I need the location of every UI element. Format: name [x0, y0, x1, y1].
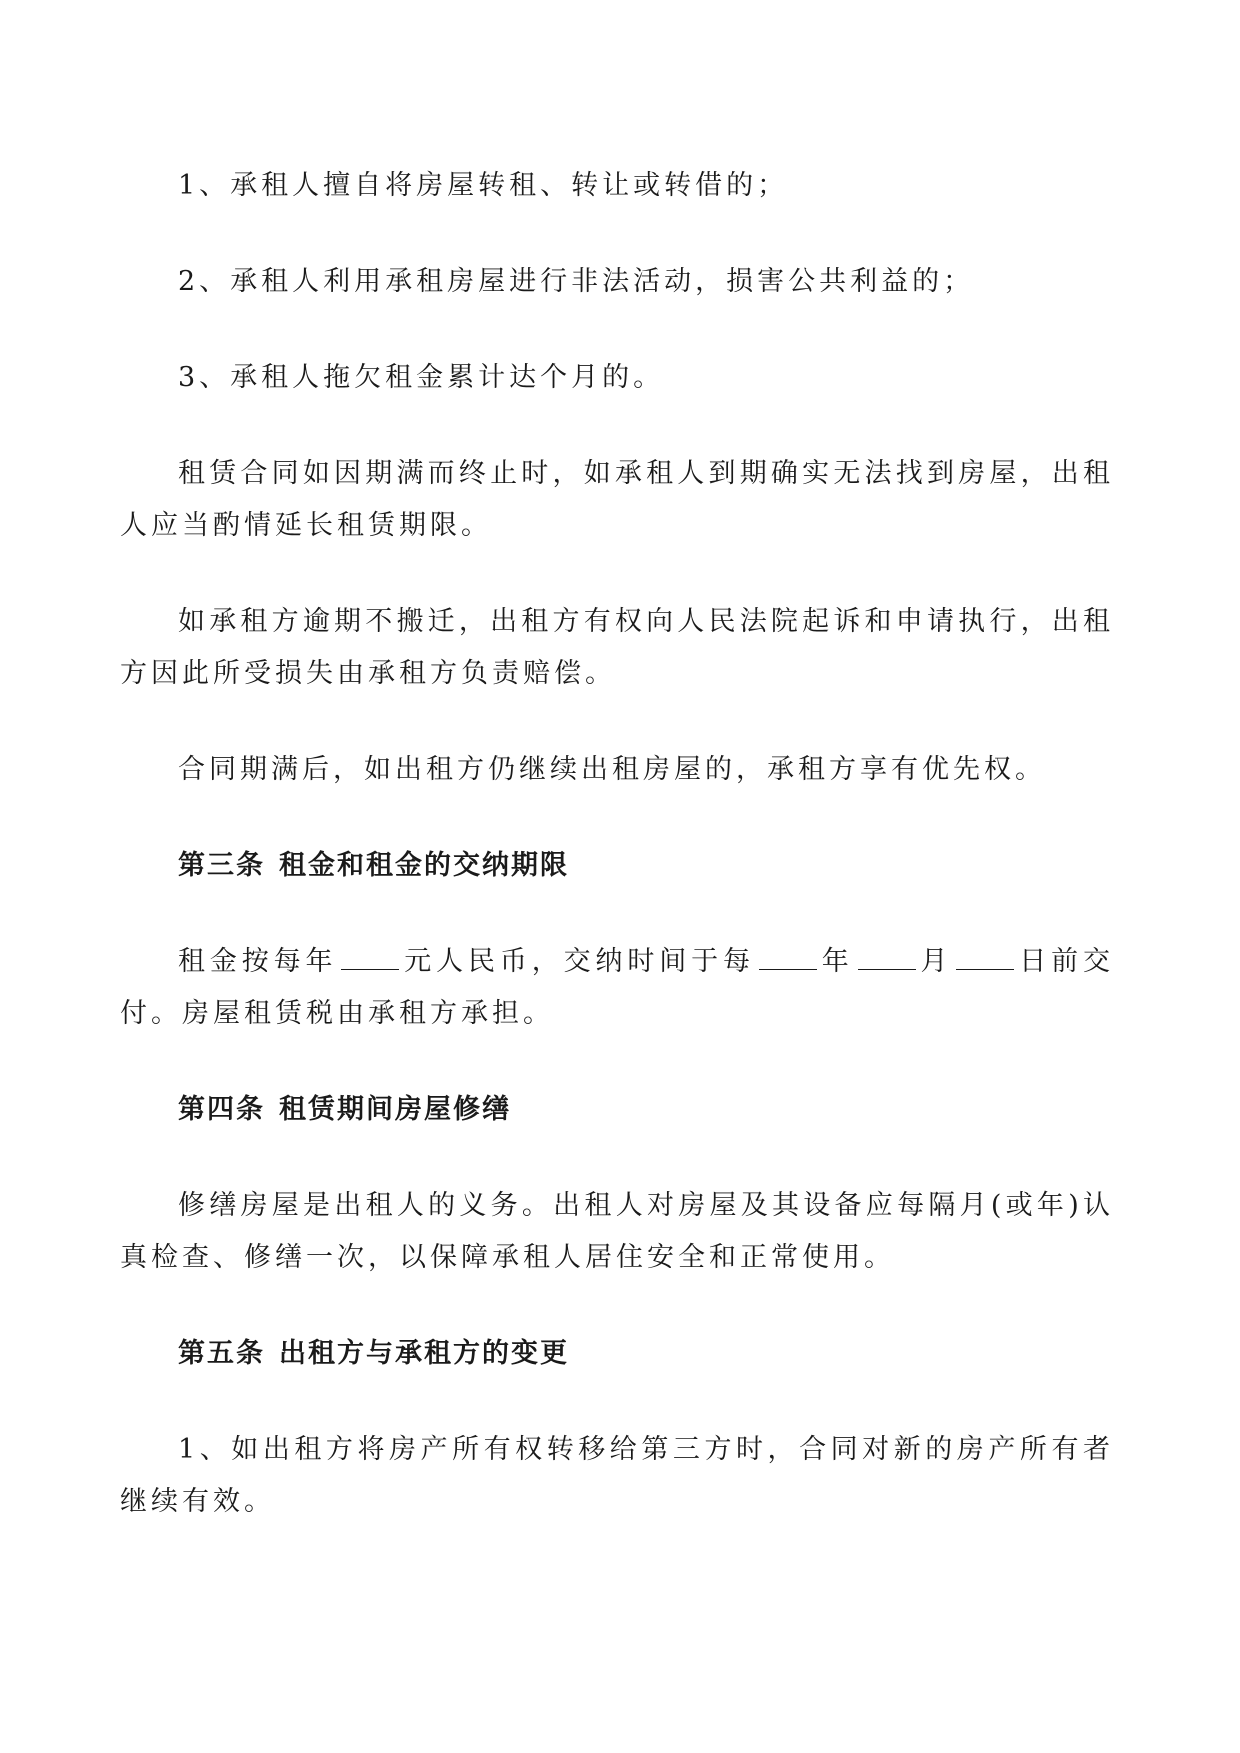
article-5-number: 第五条 — [178, 1338, 265, 1369]
clause-item-1: 1、承租人擅自将房屋转租、转让或转借的； — [178, 170, 789, 201]
priority-right-paragraph: 合同期满后，如出租方仍继续出租房屋的，承租方享有优先权。 — [178, 754, 1046, 785]
article-4-number: 第四条 — [178, 1094, 265, 1125]
article-5-title: 出租方与承租方的变更 — [279, 1338, 569, 1369]
article-4-body: 修缮房屋是出租人的义务。出租人对房屋及其设备应每隔月(或年)认真检查、修缮一次，以保障承租人居住安全和正常使用。 — [120, 1190, 1114, 1273]
article-4-title: 租赁期间房屋修缮 — [279, 1094, 511, 1125]
overstay-paragraph: 如承租方逾期不搬迁，出租方有权向人民法院起诉和申请执行，出租方因此所受损失由承租方负责赔偿。 — [120, 606, 1114, 689]
article-3-text-4: 月 — [919, 946, 953, 977]
blank-day-field[interactable] — [956, 939, 1014, 970]
article-3-number: 第三条 — [178, 850, 265, 881]
article-3-heading — [120, 840, 1114, 892]
article-3-text-2: 元人民币，交纳时间于每 — [403, 946, 755, 977]
article-5-heading — [120, 1328, 1114, 1380]
article-3-body — [120, 936, 1114, 1040]
article-5-body: 1、如出租方将房产所有权转移给第三方时，合同对新的房产所有者继续有效。 — [120, 1434, 1114, 1517]
article-3-text-5: 日前交付。房屋租赁税由承租方承担。 — [120, 946, 1114, 1029]
article-3-text-1: 租金按每年 — [178, 946, 338, 977]
blank-month-field[interactable] — [858, 939, 916, 970]
lease-expiry-paragraph: 租赁合同如因期满而终止时，如承租人到期确实无法找到房屋，出租人应当酌情延长租赁期限。 — [120, 458, 1114, 541]
blank-amount-field[interactable] — [341, 939, 399, 970]
clause-item-2: 2、承租人利用承租房屋进行非法活动，损害公共利益的； — [178, 266, 975, 297]
blank-year-field[interactable] — [759, 939, 817, 970]
article-3-text-3: 年 — [820, 946, 854, 977]
clause-item-3: 3、承租人拖欠租金累计达个月的。 — [178, 362, 665, 393]
article-4-heading — [120, 1084, 1114, 1136]
article-3-title: 租金和租金的交纳期限 — [279, 850, 569, 881]
